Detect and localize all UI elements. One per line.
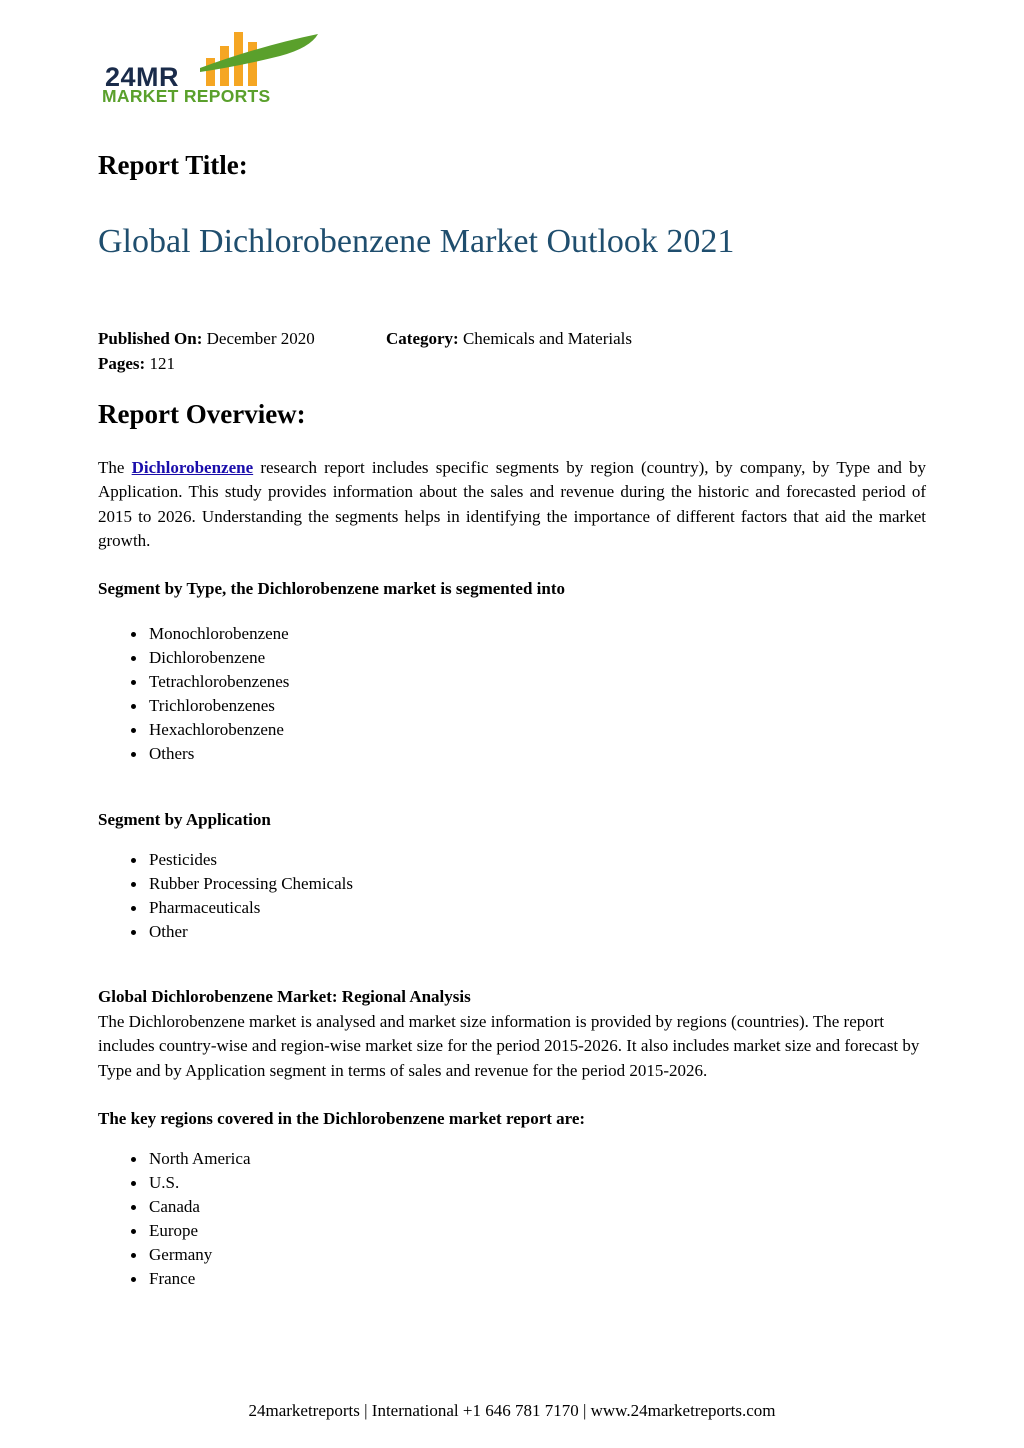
list-item: Other (98, 920, 353, 944)
list-item: North America (98, 1147, 251, 1171)
pages-label: Pages: (98, 354, 146, 373)
list-item: U.S. (98, 1171, 251, 1195)
list-item: Rubber Processing Chemicals (98, 872, 353, 896)
segment-application-heading: Segment by Application (98, 810, 271, 829)
category (386, 329, 632, 349)
dichlorobenzene-link[interactable]: Dichlorobenzene (131, 458, 254, 477)
key-regions-list (98, 1147, 251, 1291)
category-value: Chemicals and Materials (462, 329, 632, 348)
list-item: Hexachlorobenzene (98, 718, 289, 742)
report-title: Global Dichlorobenzene Market Outlook 2021 (98, 223, 735, 260)
list-item: Tetrachlorobenzenes (98, 670, 289, 694)
published-value: December 2020 (206, 329, 315, 348)
list-item: Pharmaceuticals (98, 896, 353, 920)
regional-paragraph: The Dichlorobenzene market is analysed and market size information is provided by regions (countries). The report includes country-wise and region-wise market size for the period 2015-2026. It also includes market size and forecast by Type and by Application segment in terms of sales and revenue for the period 2015-2026. (98, 1012, 920, 1080)
overview-heading: Report Overview: (98, 399, 306, 429)
page-footer: 24marketreports | International +1 646 781 7170 | www.24marketreports.com (248, 1401, 776, 1420)
logo-text-primary: 24MR (105, 62, 180, 92)
logo-text-secondary: MARKET REPORTS (102, 86, 271, 106)
pages (98, 354, 175, 374)
intro-text: research report includes specific segments by region (country), by company, by Type and by Application. This study provides information about the sales and revenue during the historic and forecasted period of 2015 to 2026. Understanding the segments helps in identifying the importance of different factors that aid the market growth. (98, 458, 927, 550)
report-title-label: Report Title: (98, 150, 248, 180)
key-regions-heading: The key regions covered in the Dichlorobenzene market report are: (98, 1109, 586, 1128)
published-label: Published On: (98, 329, 203, 348)
segment-type-list (98, 622, 289, 766)
list-item: Monochlorobenzene (98, 622, 289, 646)
published-on (98, 329, 315, 349)
list-item: Germany (98, 1243, 251, 1267)
regional-heading: Global Dichlorobenzene Market: Regional Analysis (98, 987, 471, 1006)
list-item: Pesticides (98, 848, 353, 872)
list-item: Dichlorobenzene (98, 646, 289, 670)
company-logo (100, 28, 305, 108)
category-label: Category: (386, 329, 459, 348)
list-item: Canada (98, 1195, 251, 1219)
list-item: Europe (98, 1219, 251, 1243)
pages-value: 121 (149, 354, 175, 373)
intro-prefix: The (98, 458, 125, 477)
logo-bars-icon (200, 28, 400, 86)
segment-application-list (98, 848, 353, 944)
list-item: France (98, 1267, 251, 1291)
overview-paragraph (98, 456, 926, 553)
list-item: Trichlorobenzenes (98, 694, 289, 718)
segment-type-heading: Segment by Type, the Dichlorobenzene market is segmented into (98, 579, 565, 598)
list-item: Others (98, 742, 289, 766)
